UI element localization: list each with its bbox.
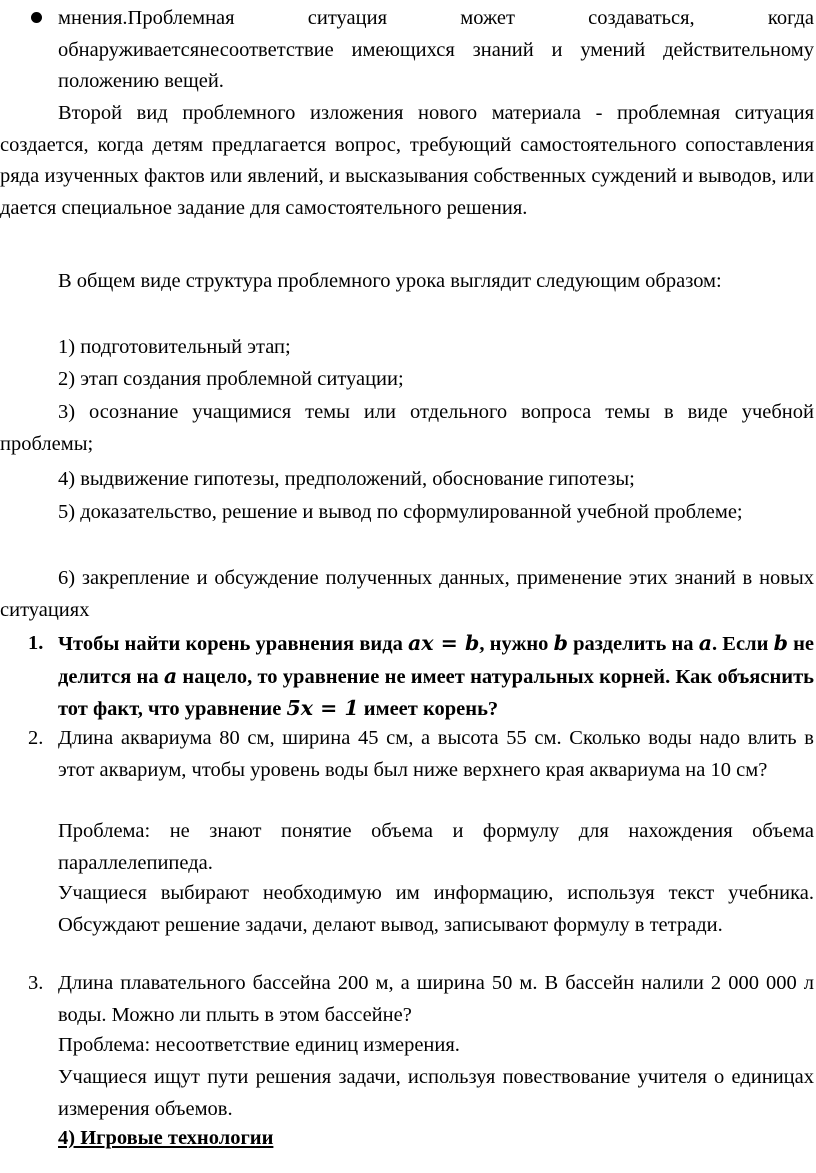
stage-item: 2) этап создания проблемной ситуации; bbox=[58, 368, 404, 390]
paragraph-second-type: Второй вид проблемного изложения нового материала - проблемная ситуация создается, когда детям предлагается вопрос, требующий самостоятельного сопоставления ряда изученных фактов или явлений, и высказывания собственных суждений и выводов, или дается специальное задание для самостоятельного решения. bbox=[0, 102, 814, 219]
task-number: 3. bbox=[28, 972, 44, 994]
task-1 bbox=[28, 628, 815, 726]
section-heading: 4) Игровые технологии bbox=[58, 1127, 274, 1149]
task-2 bbox=[28, 723, 814, 786]
bullet-paragraph bbox=[58, 3, 814, 98]
task-2-problem: Проблема: не знают понятие объема и формулу для нахождения объема параллелепипеда. bbox=[58, 820, 814, 874]
equation-5x-1: 5x = 1 bbox=[286, 696, 359, 720]
variable-b: b bbox=[773, 631, 788, 655]
stage-item: 3) осознание учащимися темы или отдельного вопроса темы в виде учебной проблемы; bbox=[0, 401, 814, 455]
task-1-text: нацело, то уравнение не имеет натуральных корней. Как объяснить тот факт, что уравнение bbox=[58, 665, 815, 720]
task-2-activity: Учащиеся выбирают необходимую им информацию, используя текст учебника. Обсуждают решение задачи, делают вывод, записывают формулу в тетради. bbox=[58, 882, 814, 936]
task-3-activity: Учащиеся ищут пути решения задачи, используя повествование учителя о единицах измерения объемов. bbox=[58, 1066, 814, 1120]
task-1-text: . Если bbox=[712, 633, 774, 655]
task-number: 2. bbox=[28, 727, 44, 749]
paragraph-structure-intro: В общем виде структура проблемного урока выглядит следующим образом: bbox=[58, 270, 722, 292]
equation-ax-b: ax = b bbox=[408, 631, 480, 655]
task-number: 1. bbox=[28, 632, 44, 654]
variable-a: a bbox=[698, 631, 713, 655]
stage-item: 4) выдвижение гипотезы, предположений, обоснование гипотезы; bbox=[58, 468, 635, 490]
task-3 bbox=[28, 968, 814, 1031]
task-1-text: не делится на bbox=[58, 633, 815, 688]
stage-item: 1) подготовительный этап; bbox=[58, 336, 291, 358]
bullet-icon bbox=[31, 12, 42, 23]
task-3-text: Длина плавательного бассейна 200 м, а ширина 50 м. В бассейн налили 2 000 000 л воды. Можно ли плыть в этом бассейне? bbox=[58, 972, 814, 1026]
task-2-text: Длина аквариума 80 см, ширина 45 см, а высота 55 см. Сколько воды надо влить в этот аквариум, чтобы уровень воды был ниже верхнего края аквариума на 10 см? bbox=[58, 727, 814, 781]
task-1-text: , нужно bbox=[479, 633, 554, 655]
task-1-text: Чтобы найти корень уравнения вида bbox=[58, 633, 408, 655]
variable-b: b bbox=[553, 631, 568, 655]
variable-a: a bbox=[163, 663, 178, 688]
task-1-text: разделить на bbox=[567, 633, 699, 655]
stage-item: 5) доказательство, решение и вывод по сформулированной учебной проблеме; bbox=[58, 501, 743, 523]
bullet-paragraph-text: мнения.Проблемная ситуация может создаваться, когда обнаруживаетсянесоответствие имеющихся знаний и умений действительному положению вещей. bbox=[58, 7, 814, 92]
task-1-text: имеет корень? bbox=[358, 698, 499, 720]
task-3-problem: Проблема: несоответствие единиц измерения. bbox=[58, 1034, 460, 1056]
stage-item: 6) закрепление и обсуждение полученных данных, применение этих знаний в новых ситуациях bbox=[0, 567, 814, 621]
